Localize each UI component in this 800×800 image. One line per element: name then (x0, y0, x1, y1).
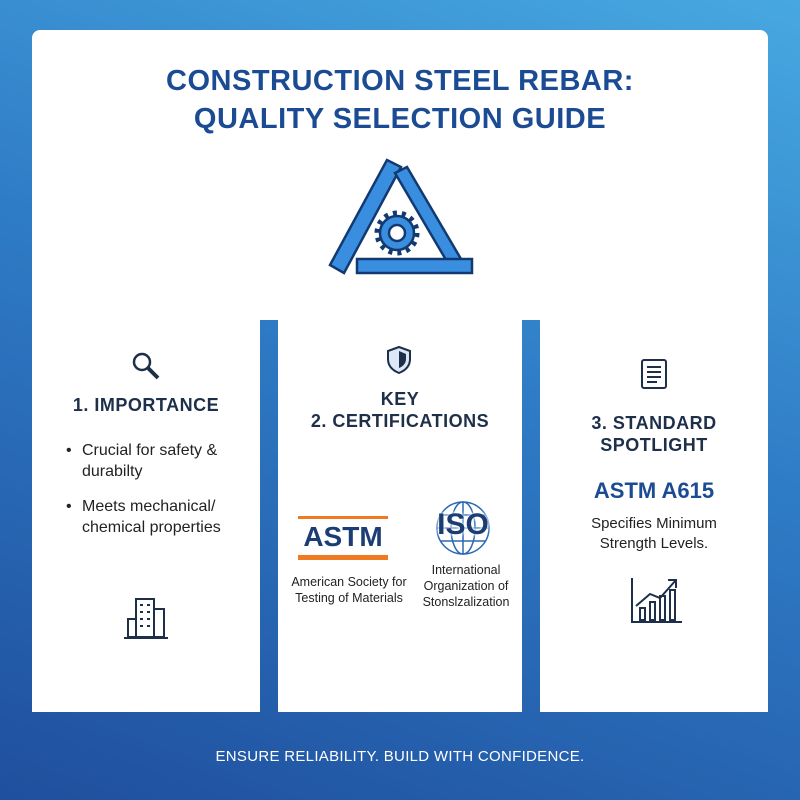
astm-logo: ASTM (298, 516, 388, 560)
heading-line: 2. CERTIFICATIONS (310, 411, 490, 431)
title-line-1: CONSTRUCTION STEEL REBAR: (166, 65, 634, 97)
certifications-heading (278, 388, 522, 432)
importance-panel (32, 318, 260, 712)
list-item: • Crucial for safety & durabilty (66, 440, 246, 482)
list-item: • Meets mechanical/ chemical properties (66, 496, 246, 538)
shield-icon (386, 345, 412, 375)
footer-tagline: ENSURE RELIABILITY. BUILD WITH CONFIDENCE. (215, 748, 585, 765)
standard-heading (540, 412, 768, 456)
importance-heading: 1. IMPORTANCE (72, 395, 220, 415)
astm-caption: American Society for Testing of Materials (291, 575, 407, 605)
magnifier-icon (131, 351, 161, 381)
standard-panel (540, 318, 768, 712)
building-icon (122, 595, 170, 641)
heading-line: KEY (380, 389, 420, 409)
bar-chart-growth-icon (628, 576, 684, 626)
heading-line: 3. STANDARD (591, 413, 717, 433)
title-line-2: QUALITY SELECTION GUIDE (193, 103, 607, 135)
standard-description: Specifies Minimum Strength Levels. (591, 515, 717, 552)
ruler-triangle-gear-icon (325, 155, 475, 280)
scroll-document-icon (636, 356, 672, 392)
heading-line: SPOTLIGHT (600, 435, 708, 455)
iso-caption: International Organization of Stonslzalization (422, 563, 510, 609)
certifications-panel (278, 318, 522, 712)
page-title (0, 62, 800, 138)
standard-code: ASTM A615 (593, 478, 715, 503)
iso-logo: ISO (437, 508, 489, 541)
